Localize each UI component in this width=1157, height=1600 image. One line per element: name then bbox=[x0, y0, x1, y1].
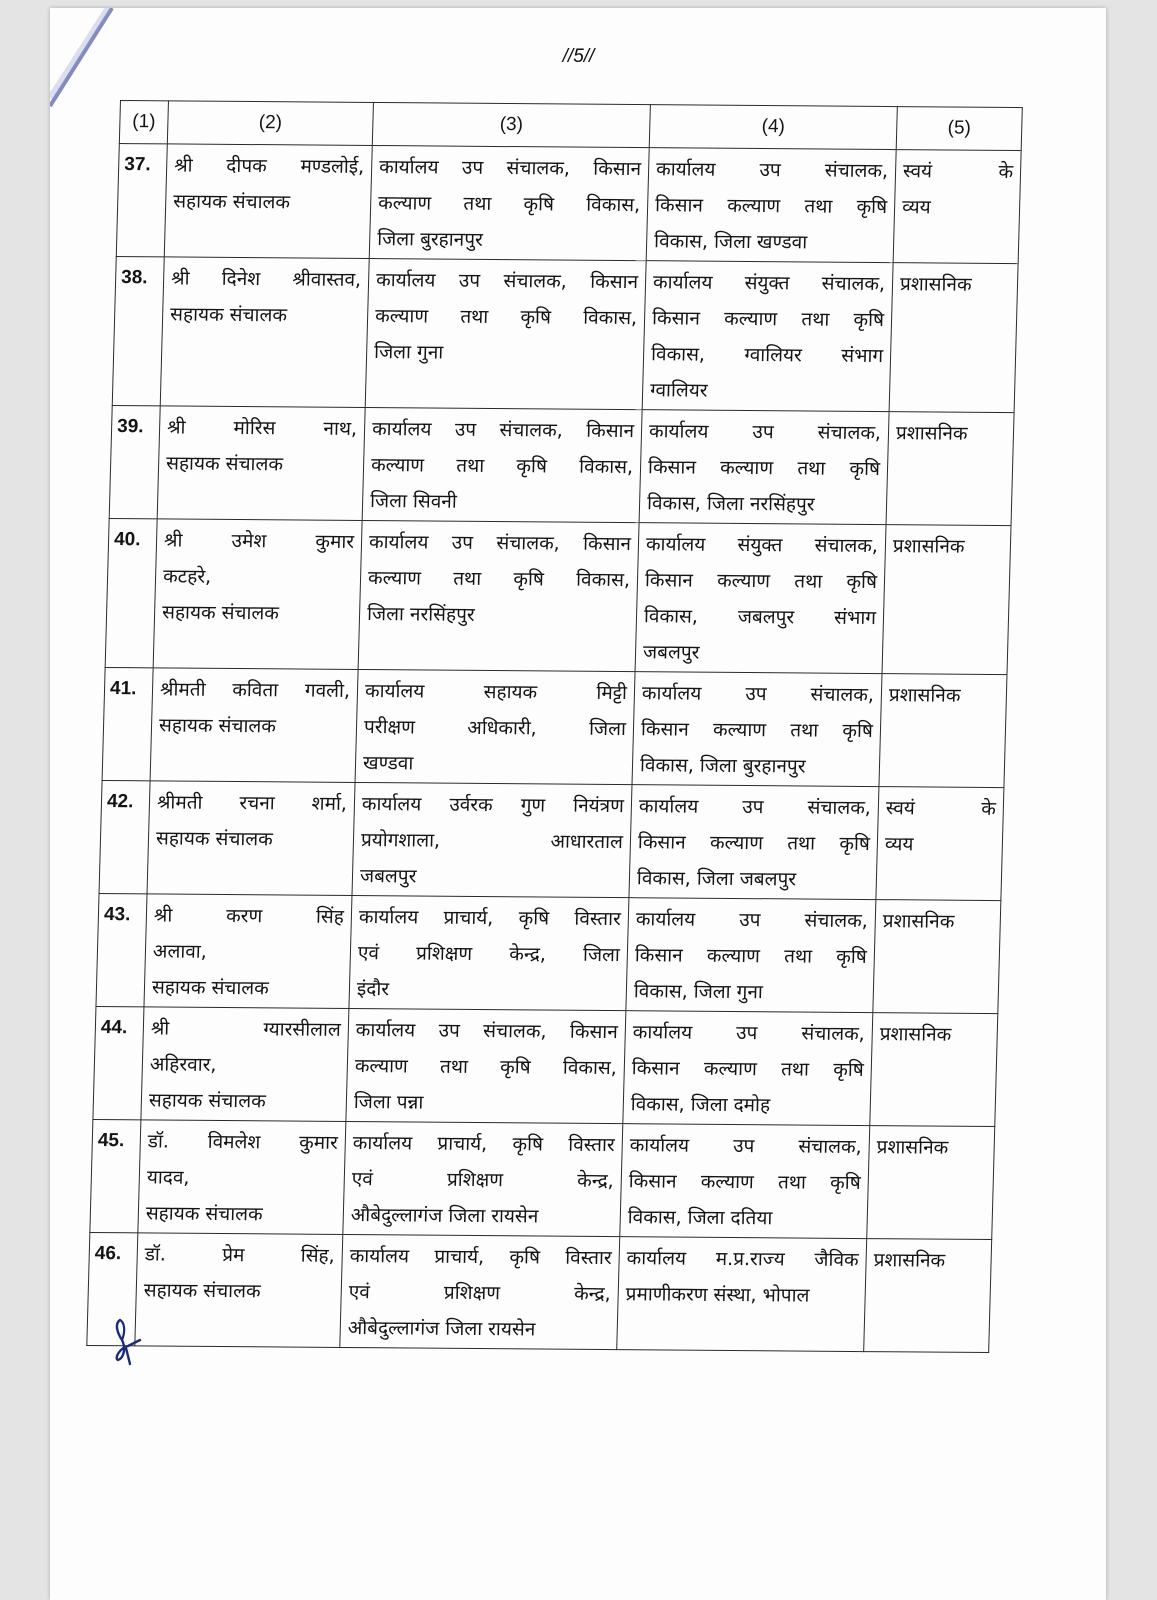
officer-name-cell bbox=[135, 1233, 343, 1348]
cell-text-line: कार्यालय उर्वरक गुण नियंत्रण bbox=[361, 793, 625, 818]
column-header-2: (2) bbox=[167, 101, 373, 146]
table-row bbox=[109, 405, 1014, 525]
cell-text-line: कार्यालय उप संचालक, किसान bbox=[368, 531, 632, 556]
column-header-1: (1) bbox=[119, 101, 168, 144]
cell-text-line: कार्यालय प्राचार्य, कृषि विस्तार bbox=[358, 906, 622, 931]
transfer-reason-cell bbox=[864, 1239, 992, 1353]
cell-text-line: विकास, जिला दमोह bbox=[630, 1093, 771, 1117]
cell-text-line: विकास, ग्वालियर संभाग bbox=[650, 343, 884, 368]
cell-text-line: ग्वालियर bbox=[649, 379, 708, 402]
table-row bbox=[116, 144, 1021, 264]
cell-text-line: विकास, जिला खण्डवा bbox=[653, 230, 808, 254]
officer-name-cell bbox=[164, 144, 372, 259]
cell-text-line: किसान कल्याण तथा कृषि bbox=[634, 944, 868, 969]
cell-text-line: श्री ग्यारसीलाल bbox=[150, 1017, 342, 1041]
cell-text-line: किसान कल्याण तथा कृषि bbox=[640, 718, 874, 743]
table-row bbox=[99, 780, 1004, 900]
cell-text-line: कार्यालय उप संचालक, bbox=[629, 1134, 862, 1159]
cell-text-line: किसान कल्याण तथा कृषि bbox=[644, 569, 878, 594]
new-posting-cell bbox=[626, 898, 876, 1013]
cell-text-line: जिला नरसिंहपुर bbox=[366, 603, 475, 626]
cell-text-line: श्री मोरिस नाथ, bbox=[166, 416, 358, 440]
cell-text-line: श्रीमती कविता गवली, bbox=[159, 678, 351, 702]
cell-text-line: कार्यालय उप संचालक, bbox=[648, 420, 882, 445]
officer-name-cell bbox=[160, 257, 369, 408]
officer-name-cell bbox=[147, 781, 355, 896]
cell-text-line: प्रशासनिक bbox=[888, 684, 961, 707]
new-posting-cell bbox=[617, 1237, 867, 1352]
new-posting-cell bbox=[646, 148, 896, 263]
table-body bbox=[87, 144, 1021, 1353]
cell-text-line: श्रीमती रचना शर्मा, bbox=[156, 791, 348, 815]
serial-number-cell: 41. bbox=[102, 667, 153, 780]
transfer-reason-cell bbox=[886, 412, 1014, 526]
cell-text-line: किसान कल्याण तथा कृषि bbox=[628, 1170, 862, 1195]
cell-text-line: प्रशासनिक bbox=[892, 535, 965, 558]
current-posting-cell bbox=[340, 1234, 620, 1349]
cell-text-line: एवं प्रशिक्षण केन्द्र, bbox=[348, 1281, 612, 1306]
cell-text-line: जिला बुरहानपुर bbox=[376, 228, 484, 251]
serial-number-cell: 43. bbox=[96, 893, 147, 1006]
officer-name-cell bbox=[153, 519, 362, 670]
cell-text-line: कल्याण तथा कृषि विकास, bbox=[377, 192, 641, 217]
cell-text-line: कार्यालय संयुक्त संचालक, bbox=[645, 533, 879, 558]
cell-text-line: कार्यालय उप संचालक, bbox=[638, 795, 872, 820]
new-posting-cell bbox=[620, 1124, 870, 1239]
officer-name-cell bbox=[138, 1120, 346, 1235]
cell-text-line: कटहरे, bbox=[162, 565, 212, 588]
officer-name-cell bbox=[150, 668, 358, 783]
cell-text-line: एवं प्रशिक्षण केन्द्र, जिला bbox=[357, 942, 621, 967]
cell-text-line: कार्यालय प्राचार्य, कृषि विस्तार bbox=[352, 1132, 616, 1157]
cell-text-line: कार्यालय उप संचालक, bbox=[655, 158, 889, 183]
cell-text-line: विकास, जिला नरसिंहपुर bbox=[646, 492, 815, 516]
new-posting-cell bbox=[639, 410, 889, 525]
serial-number-cell: 44. bbox=[93, 1006, 144, 1119]
cell-text-line: जबलपुर bbox=[359, 865, 417, 888]
table-row bbox=[87, 1232, 992, 1352]
cell-text-line: अलावा, bbox=[152, 940, 208, 963]
cell-text-line: कार्यालय उप संचालक, किसान bbox=[355, 1019, 619, 1044]
cell-text-line: किसान कल्याण तथा कृषि bbox=[651, 307, 885, 332]
table-row bbox=[102, 667, 1007, 787]
transfer-table-container bbox=[86, 100, 1022, 1353]
table-row bbox=[96, 893, 1001, 1013]
cell-text-line: प्रशासनिक bbox=[882, 910, 955, 933]
current-posting-cell bbox=[355, 669, 635, 784]
cell-text-line: सहायक संचालक bbox=[161, 601, 280, 625]
cell-text-line: जबलपुर bbox=[642, 641, 700, 664]
cell-text-line: किसान कल्याण तथा कृषि bbox=[654, 194, 888, 219]
cell-text-line: श्री उमेश कुमार bbox=[163, 529, 355, 553]
cell-text-line: औबेदुल्लागंज जिला रायसेन bbox=[347, 1317, 536, 1341]
cell-text-line: एवं प्रशिक्षण केन्द्र, bbox=[351, 1168, 615, 1193]
current-posting-cell bbox=[365, 258, 646, 409]
cell-text-line: कार्यालय उप संचालक, किसान bbox=[378, 156, 642, 181]
cell-text-line: प्रमाणीकरण संस्था, भोपाल bbox=[625, 1283, 810, 1307]
cell-text-line: किसान कल्याण तथा कृषि bbox=[637, 831, 871, 856]
serial-number-cell: 39. bbox=[109, 405, 160, 518]
cell-text-line: विकास, जिला गुना bbox=[633, 980, 764, 1004]
transfer-reason-cell bbox=[873, 900, 1001, 1014]
transfer-reason-cell bbox=[867, 1126, 995, 1240]
serial-number-cell: 42. bbox=[99, 780, 150, 893]
officer-name-cell bbox=[141, 1007, 349, 1122]
table-row bbox=[112, 256, 1018, 412]
cell-text-line: परीक्षण अधिकारी, जिला bbox=[363, 716, 627, 741]
cell-text-line: सहायक संचालक bbox=[155, 827, 274, 851]
cell-text-line: कार्यालय उप संचालक, bbox=[635, 908, 869, 933]
transfer-reason-cell bbox=[893, 150, 1021, 264]
cell-text-line: डॉ. विमलेश कुमार bbox=[147, 1130, 339, 1154]
cell-text-line: सहायक संचालक bbox=[169, 303, 288, 327]
cell-text-line: कल्याण तथा कृषि विकास, bbox=[370, 454, 634, 479]
current-posting-cell bbox=[369, 145, 649, 260]
cell-text-line: सहायक संचालक bbox=[148, 1089, 267, 1113]
signature-initial bbox=[112, 1318, 162, 1368]
cell-text-line: खण्डवा bbox=[362, 752, 414, 775]
cell-text-line: प्रयोगशाला, आधारताल bbox=[360, 829, 624, 854]
new-posting-cell bbox=[635, 523, 886, 674]
cell-text-line: श्री करण सिंह bbox=[153, 904, 345, 928]
table-header-row bbox=[119, 101, 1022, 151]
cell-text-line: सहायक संचालक bbox=[145, 1202, 263, 1226]
cell-text-line: कार्यालय उप संचालक, bbox=[632, 1021, 866, 1046]
cell-text-line: विकास, जबलपुर संभाग bbox=[643, 605, 877, 630]
cell-text-line: कल्याण तथा कृषि विकास, bbox=[374, 305, 638, 330]
cell-text-line: कार्यालय उप संचालक, किसान bbox=[371, 418, 635, 443]
cell-text-line: स्वयं के bbox=[885, 797, 997, 821]
serial-number-cell: 37. bbox=[116, 144, 167, 257]
table-row bbox=[90, 1119, 995, 1239]
cell-text-line: व्यय bbox=[901, 196, 931, 219]
transfer-reason-cell bbox=[876, 787, 1004, 901]
cell-text-line: प्रशासनिक bbox=[876, 1136, 949, 1159]
cell-text-line: औबेदुल्लागंज जिला रायसेन bbox=[350, 1204, 539, 1228]
current-posting-cell bbox=[343, 1121, 623, 1236]
cell-text-line: इंदौर bbox=[356, 978, 390, 1001]
new-posting-cell bbox=[642, 261, 893, 412]
new-posting-cell bbox=[632, 672, 882, 787]
cell-text-line: जिला पन्ना bbox=[353, 1091, 424, 1114]
cell-text-line: कार्यालय म.प्र.राज्य जैविक bbox=[626, 1247, 859, 1272]
cell-text-line: कल्याण तथा कृषि विकास, bbox=[354, 1055, 618, 1080]
cell-text-line: व्यय bbox=[884, 833, 914, 856]
cell-text-line: प्रशासनिक bbox=[873, 1249, 946, 1272]
table-row bbox=[105, 518, 1011, 674]
cell-text-line: प्रशासनिक bbox=[895, 422, 968, 445]
current-posting-cell bbox=[362, 407, 642, 522]
new-posting-cell bbox=[623, 1011, 873, 1126]
cell-text-line: सहायक संचालक bbox=[165, 452, 284, 476]
serial-number-cell: 38. bbox=[112, 256, 164, 405]
cell-text-line: किसान कल्याण तथा कृषि bbox=[631, 1057, 865, 1082]
cell-text-line: अहिरवार, bbox=[149, 1053, 217, 1076]
column-header-4: (4) bbox=[649, 105, 897, 150]
transfer-reason-cell bbox=[870, 1013, 998, 1127]
cell-text-line: कार्यालय सहायक मिट्टी bbox=[364, 680, 628, 705]
transfer-reason-cell bbox=[882, 525, 1011, 675]
cell-text-line: कार्यालय संयुक्त संचालक, bbox=[652, 271, 886, 296]
serial-number-cell: 40. bbox=[105, 518, 157, 667]
cell-text-line: विकास, जिला बुरहानपुर bbox=[639, 754, 806, 778]
cell-text-line: जिला गुना bbox=[373, 341, 444, 364]
cell-text-line: सहायक संचालक bbox=[151, 976, 270, 1000]
cell-text-line: श्री दीपक मण्डलोई, bbox=[173, 154, 365, 178]
cell-text-line: कार्यालय उप संचालक, bbox=[641, 682, 875, 707]
cell-text-line: सहायक संचालक bbox=[172, 190, 291, 214]
cell-text-line: जिला सिवनी bbox=[369, 490, 458, 513]
cell-text-line: किसान कल्याण तथा कृषि bbox=[647, 456, 881, 481]
cell-text-line: विकास, जिला जबलपुर bbox=[636, 867, 797, 891]
cell-text-line: यादव, bbox=[146, 1166, 190, 1189]
transfer-reason-cell bbox=[889, 263, 1018, 413]
cell-text-line: सहायक संचालक bbox=[158, 714, 277, 738]
cell-text-line: कार्यालय प्राचार्य, कृषि विस्तार bbox=[349, 1245, 612, 1270]
cell-text-line: प्रशासनिक bbox=[899, 273, 972, 296]
page-number: //5// bbox=[562, 46, 595, 67]
current-posting-cell bbox=[349, 895, 629, 1010]
serial-number-cell: 45. bbox=[90, 1119, 141, 1232]
table-row bbox=[93, 1006, 998, 1126]
column-header-3: (3) bbox=[372, 102, 650, 147]
current-posting-cell bbox=[358, 520, 639, 671]
officer-name-cell bbox=[157, 406, 365, 521]
column-header-5: (5) bbox=[896, 107, 1022, 151]
cell-text-line: कार्यालय उप संचालक, किसान bbox=[375, 269, 639, 294]
cell-text-line: सहायक संचालक bbox=[143, 1279, 261, 1303]
current-posting-cell bbox=[346, 1008, 626, 1123]
serial-number-cell: 46. bbox=[87, 1232, 138, 1345]
cell-text-line: डॉ. प्रेम सिंह, bbox=[144, 1243, 336, 1267]
current-posting-cell bbox=[352, 782, 632, 897]
cell-text-line: कल्याण तथा कृषि विकास, bbox=[367, 567, 631, 592]
transfer-table bbox=[86, 100, 1023, 1353]
cell-text-line: विकास, जिला दतिया bbox=[627, 1206, 773, 1230]
transfer-reason-cell bbox=[879, 674, 1007, 788]
officer-name-cell bbox=[144, 894, 352, 1009]
cell-text-line: श्री दिनेश श्रीवास्तव, bbox=[170, 267, 362, 291]
new-posting-cell bbox=[629, 785, 879, 900]
cell-text-line: प्रशासनिक bbox=[879, 1023, 952, 1046]
cell-text-line: स्वयं के bbox=[902, 160, 1014, 184]
